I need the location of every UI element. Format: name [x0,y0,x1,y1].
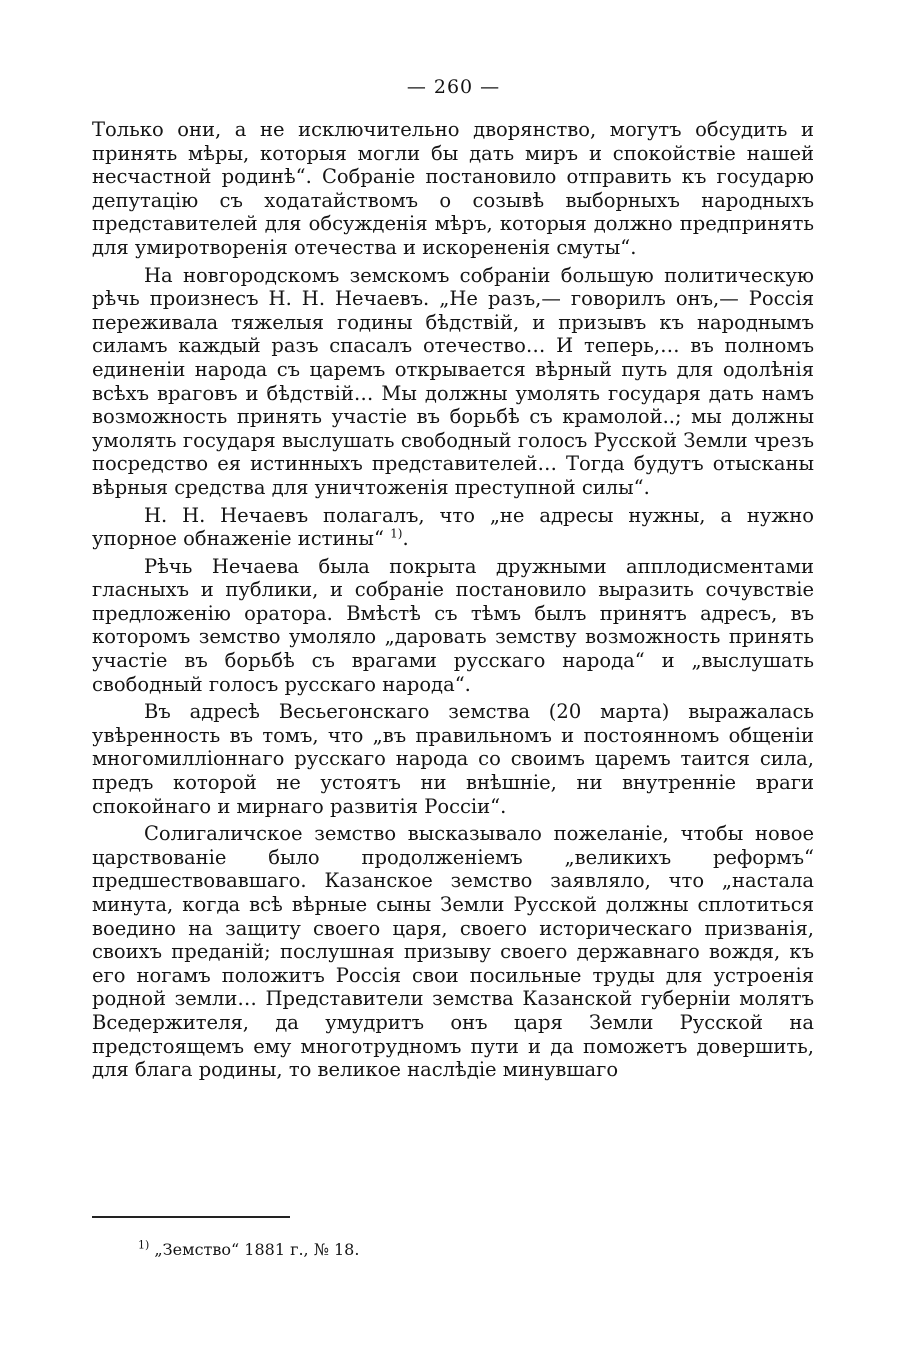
paragraph-4: Рѣчь Нечаева была покрыта дружными апплодисментами гласныхъ и публики, и собраніе постановило выразить сочувствіе предложенію оратора. Вмѣстѣ съ тѣмъ былъ принятъ адресъ, въ которомъ земство умоляло „даровать земству возможность принять участіе въ борьбѣ съ врагами русскаго народа“ и „выслушать свободный голосъ русскаго народа“. [92,554,814,696]
footnote-text: „Земство“ 1881 г., № 18. [154,1240,360,1259]
footnote-divider [92,1216,290,1218]
paragraph-2: На новгородскомъ земскомъ собраніи большую политическую рѣчь произнесъ Н. Н. Нечаевъ. „Не разъ,— говорилъ онъ,— Россія переживала тяжелыя годины бѣдствій, и призывъ къ народнымъ силамъ каждый разъ спасалъ отечество… И теперь,… въ полномъ единеніи народа съ царемъ открывается вѣрный путь для одолѣнія всѣхъ враговъ и бѣдствій… Мы должны умолять государя дать намъ возможность принять участіе въ борьбѣ съ крамолой..; мы должны умолять государя выслушать свободный голосъ Русской Земли чрезъ посредство ея истинныхъ представителей… Тогда будутъ отысканы вѣрныя средства для уничтоженія преступной силы“. [92,263,814,499]
paragraph-3-end: . [402,527,409,551]
page-number: — 260 — [406,76,501,98]
paragraph-3 [92,504,814,551]
paragraph-6: Солигаличское земство высказывало пожеланіе, чтобы новое царствованіе было продолженіемъ „великихъ реформъ“ предшествовавшаго. Казанское земство заявляло, что „настала минута, когда всѣ вѣрные сыны Земли Русской должны сплотиться воедино на защиту своего царя, своего историческаго призванія, своихъ преданій; послушная призыву своего державнаго вождя, къ его ногамъ положитъ Россія свои посильные труды для устроенія родной земли… Представители земства Казанской губерніи молятъ Вседержителя, да умудритъ онъ царя Земли Русской на предстоящемъ ему многотрудномъ пути и да поможетъ довершить, для блага родины, то великое наслѣдіе минувшаго [92,822,814,1082]
footnote [138,1240,359,1259]
paragraph-3-text: Н. Н. Нечаевъ полагалъ, что „не адресы нужны, а нужно упорное обнаженіе истины“ [92,503,814,551]
footnote-reference[interactable]: 1) [390,526,403,541]
body-text [92,118,814,1086]
footnote-marker: 1) [138,1238,150,1252]
paragraph-5: Въ адресѣ Весьегонскаго земства (20 марта) выражалась увѣренность въ томъ, что „въ правильномъ и постоянномъ общеніи многомилліоннаго русскаго народа со своимъ царемъ таится сила, предъ которой не устоятъ ни внѣшніе, ни внутренніе враги спокойнаго и мирнаго развитія Россіи“. [92,700,814,818]
paragraph-1: Только они, а не исключительно дворянство, могутъ обсудить и принять мѣры, которыя могли бы дать миръ и спокойствіе нашей несчастной родинѣ“. Собраніе постановило отправить къ государю депутацію съ ходатайствомъ о созывѣ выборныхъ народныхъ представителей для обсужденія мѣръ, которыя должно предпринять для умиротворенія отечества и искорененія смуты“. [92,118,814,259]
